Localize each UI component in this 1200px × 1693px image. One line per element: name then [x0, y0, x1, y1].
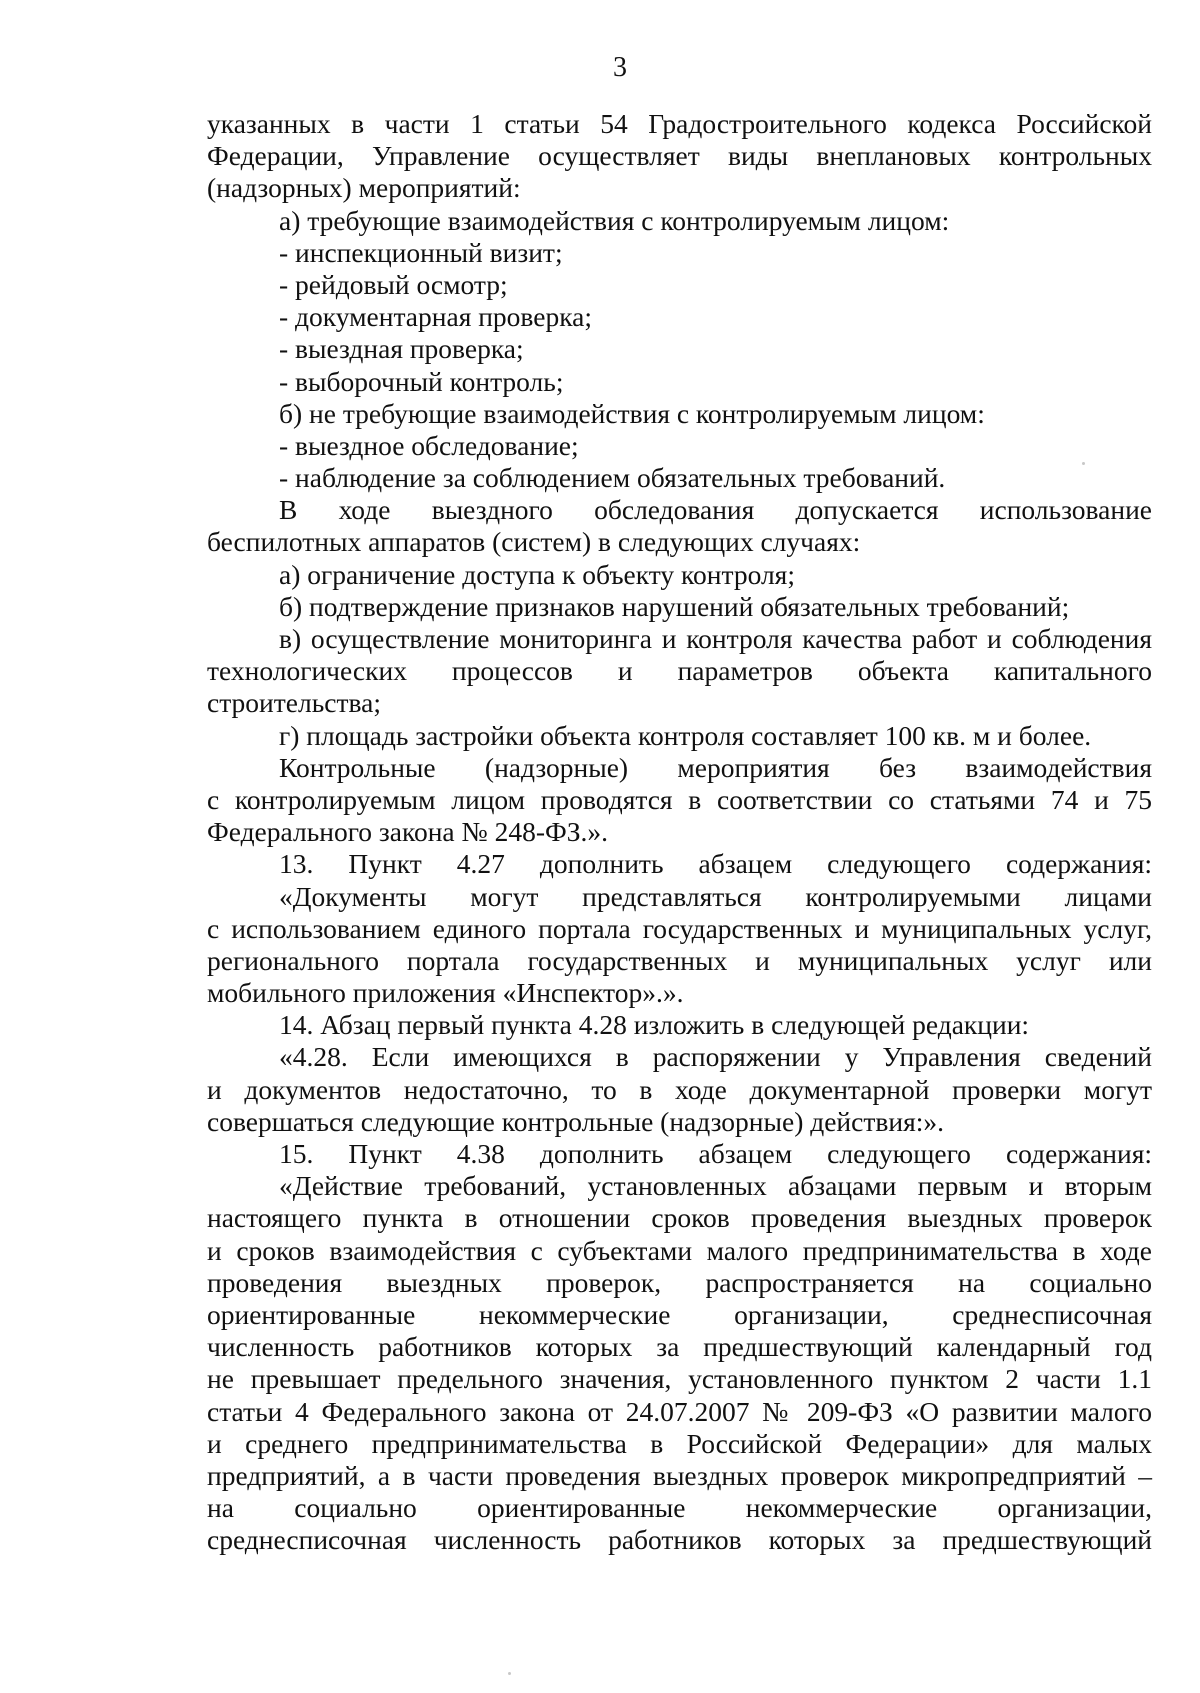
- text-line: «4.28. Если имеющихся в распоряжении у Управления сведений: [279, 1041, 1152, 1073]
- text-line: статьи 4 Федерального закона от 24.07.2007 № 209-ФЗ «О развитии малого: [207, 1395, 1152, 1427]
- text-line: 13. Пункт 4.27 дополнить абзацем следующего содержания:: [279, 848, 1152, 880]
- scan-speck: [508, 1672, 511, 1675]
- text-line: ориентированные некоммерческие организации, среднесписочная: [207, 1298, 1152, 1330]
- text-line: Федерации, Управление осуществляет виды внеплановых контрольных: [207, 140, 1152, 172]
- text-line: - выборочный контроль;: [279, 365, 564, 397]
- text-line: среднесписочная численность работников которых за предшествующий: [207, 1524, 1152, 1556]
- text-line: В ходе выездного обследования допускается использование: [279, 494, 1152, 526]
- text-line: указанных в части 1 статьи 54 Градостроительного кодекса Российской: [207, 108, 1152, 139]
- text-line: Федерального закона № 248-ФЗ.».: [207, 816, 609, 848]
- text-line: регионального портала государственных и муниципальных услуг или: [207, 944, 1152, 976]
- text-line: строительства;: [207, 687, 381, 719]
- text-line: «Действие требований, установленных абзацами первым и вторым: [279, 1170, 1152, 1202]
- text-line: - инспекционный визит;: [279, 236, 563, 268]
- text-line: на социально ориентированные некоммерческие организации,: [207, 1492, 1152, 1524]
- text-line: а) ограничение доступа к объекту контроля;: [279, 558, 795, 590]
- text-line: мобильного приложения «Инспектор».».: [207, 977, 684, 1009]
- text-line: в) осуществление мониторинга и контроля качества работ и соблюдения: [279, 623, 1152, 654]
- text-line: 14. Абзац первый пункта 4.28 изложить в следующей редакции:: [279, 1009, 1030, 1041]
- text-line: г) площадь застройки объекта контроля составляет 100 кв. м и более.: [279, 719, 1092, 751]
- text-line: 15. Пункт 4.38 дополнить абзацем следующего содержания:: [279, 1138, 1152, 1169]
- text-line: и документов недостаточно, то в ходе документарной проверки могут: [207, 1073, 1152, 1105]
- text-line: (надзорных) мероприятий:: [207, 172, 521, 204]
- text-line: и сроков взаимодействия с субъектами малого предпринимательства в ходе: [207, 1234, 1152, 1266]
- text-line: и среднего предпринимательства в Российской Федерации» для малых: [207, 1427, 1152, 1459]
- text-line: - документарная проверка;: [279, 301, 593, 333]
- text-line: б) подтверждение признаков нарушений обязательных требований;: [279, 590, 1070, 622]
- text-line: - наблюдение за соблюдением обязательных требований.: [279, 462, 946, 494]
- text-line: совершаться следующие контрольные (надзорные) действия:».: [207, 1105, 944, 1137]
- text-line: - рейдовый осмотр;: [279, 268, 508, 300]
- text-line: б) не требующие взаимодействия с контролируемым лицом:: [279, 397, 985, 429]
- text-line: - выездное обследование;: [279, 429, 579, 461]
- text-line: беспилотных аппаратов (систем) в следующих случаях:: [207, 526, 861, 558]
- text-line: «Документы могут представляться контролируемыми лицами: [279, 880, 1152, 912]
- text-line: численность работников которых за предшествующий календарный год: [207, 1331, 1152, 1363]
- text-line: проведения выездных проверок, распространяется на социально: [207, 1266, 1152, 1298]
- text-line: Контрольные (надзорные) мероприятия без взаимодействия: [279, 751, 1152, 783]
- text-line: предприятий, а в части проведения выездных проверок микропредприятий –: [207, 1459, 1152, 1491]
- text-line: технологических процессов и параметров объекта капитального: [207, 655, 1152, 687]
- scan-speck: [1082, 462, 1085, 465]
- text-line: - выездная проверка;: [279, 333, 524, 365]
- text-line: с использованием единого портала государственных и муниципальных услуг,: [207, 912, 1152, 944]
- text-line: настоящего пункта в отношении сроков проведения выездных проверок: [207, 1202, 1152, 1234]
- text-line: с контролируемым лицом проводятся в соответствии со статьями 74 и 75: [207, 783, 1152, 815]
- page-number: 3: [613, 52, 627, 83]
- document-body: [207, 108, 1152, 1556]
- text-line: не превышает предельного значения, установленного пунктом 2 части 1.1: [207, 1363, 1152, 1395]
- text-line: а) требующие взаимодействия с контролируемым лицом:: [279, 204, 950, 236]
